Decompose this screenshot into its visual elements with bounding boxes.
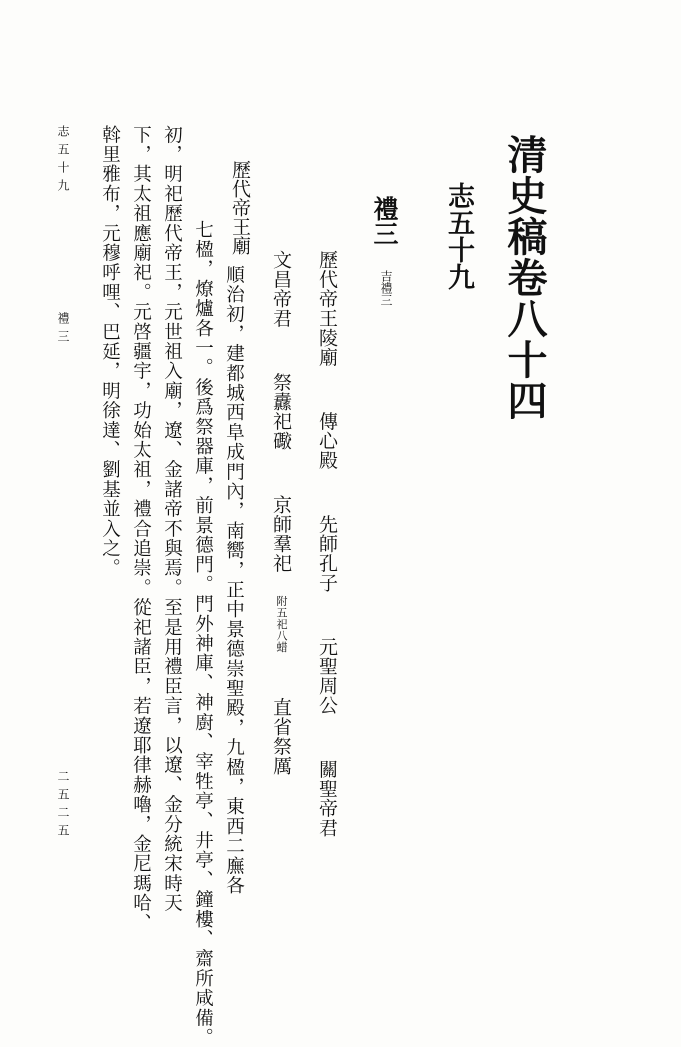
body-line-5: 斡里雅布，元穆呼哩、巴延，明徐達、劉基並入之。: [99, 125, 121, 579]
contents-item: 祭纛祀礮: [270, 372, 292, 451]
contents-item: 傳心殿: [316, 411, 338, 470]
book-title: 清史稿卷八十四: [501, 134, 548, 421]
footer-volume: 志五十九: [56, 125, 70, 197]
contents-item: 文昌帝君: [270, 250, 292, 328]
contents-line-1: [317, 250, 336, 838]
section-title: 禮三: [370, 196, 399, 246]
contents-item: 先師孔子: [316, 514, 338, 593]
contents-note: 附五祀八蜡: [275, 595, 288, 653]
body-line-1: 順治初，建都城西阜成門內，南嚮，正中景德崇聖殿，九楹，東西二廡各: [223, 265, 245, 896]
body-line-4: 下，其太祖應廟祀。元啓疆宇，功始太祖，禮合追崇。從祀諸臣，若遼耶律赫嚕，金尼瑪哈、: [130, 125, 152, 933]
contents-item: 直省祭厲: [270, 697, 292, 776]
section-subtitle: 吉禮三: [379, 270, 393, 306]
body-line-2: 七楹，燎爐各一。後爲祭器庫，前景德門。門外神庫、神廚、宰牲亭、井亭、鐘樓、齋所咸備。: [192, 220, 214, 1047]
page-number: 二五二五: [56, 770, 70, 842]
contents-line-2: [271, 250, 290, 776]
subsection-heading: 歷代帝王廟: [229, 160, 251, 255]
chapter-title: 志五十九: [443, 182, 474, 290]
footer-section: 禮三: [56, 312, 70, 348]
contents-item: 關聖帝君: [316, 759, 338, 838]
contents-item: 元聖周公: [316, 637, 338, 715]
body-line-3: 初，明祀歷代帝王，元世祖入廟，遼、金諸帝不與焉。至是用禮臣言，以遼、金分統宋時天: [161, 125, 183, 913]
contents-item: 歷代帝王陵廟: [316, 250, 338, 367]
contents-item: 京師羣祀: [270, 495, 292, 573]
